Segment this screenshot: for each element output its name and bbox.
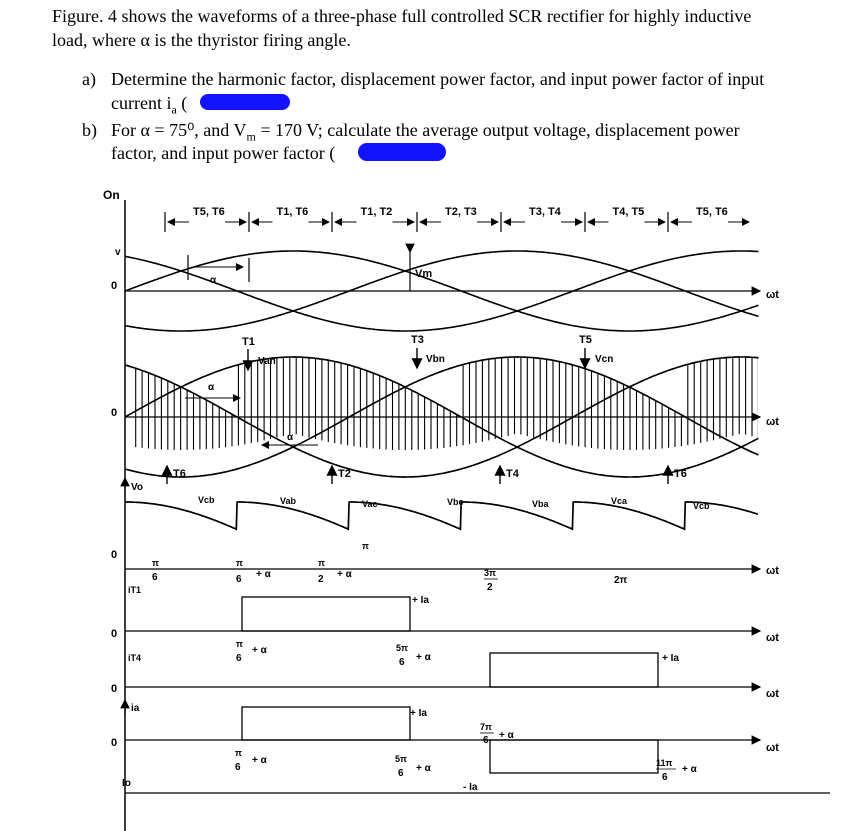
p6-11pi-den: 6 bbox=[662, 772, 668, 783]
p2-vcn: Vcn bbox=[595, 354, 614, 365]
p2-alpha-2: α bbox=[287, 432, 294, 443]
p1-y-label: v bbox=[115, 247, 121, 258]
p2-vbn: Vbn bbox=[426, 354, 445, 365]
p6-plus-a-1: + α bbox=[499, 730, 514, 741]
p1-axis-label: ωt bbox=[766, 289, 779, 301]
p1-vm: Vm bbox=[415, 268, 433, 280]
panel-hatched-phase bbox=[111, 334, 779, 477]
p3-vcb: Vcb bbox=[198, 495, 215, 505]
p6-pulse-negative bbox=[490, 740, 658, 773]
p6-pulse-positive bbox=[242, 707, 410, 740]
p3-vac: Vac bbox=[362, 499, 378, 509]
p6-5pi-num: 5π bbox=[395, 754, 407, 764]
p3-axis-label: ωt bbox=[766, 565, 779, 577]
p3-vba: Vba bbox=[532, 499, 549, 509]
part-a-label: a) bbox=[82, 69, 96, 89]
p3-3pi-den: 2 bbox=[487, 582, 493, 593]
p4-pulse bbox=[242, 597, 410, 631]
panel-phase-voltages bbox=[111, 247, 779, 331]
part-b-alpha-text: For α = 75⁰, and V bbox=[111, 120, 247, 140]
p3-vbc: Vbc bbox=[447, 497, 464, 507]
p3-plus-a-1: + α bbox=[256, 569, 271, 580]
interval-label: T5, T6 bbox=[193, 206, 225, 218]
part-a-subscript: a bbox=[171, 102, 177, 117]
p6-7pi-num: 7π bbox=[480, 722, 492, 732]
p3-pi-top: π bbox=[362, 541, 369, 551]
p3-t6b: T6 bbox=[674, 468, 687, 480]
p3-t6a: T6 bbox=[173, 468, 186, 480]
intro-line-2: load, where α is the thyristor firing angle. bbox=[52, 30, 351, 50]
panel-it1 bbox=[111, 585, 779, 668]
p3-vo: Vo bbox=[131, 482, 144, 493]
interval-label: T1, T6 bbox=[276, 206, 309, 218]
p4-plus-a-2: + α bbox=[416, 652, 431, 663]
p3-pi6-den: 6 bbox=[152, 572, 158, 583]
p3-pi6a-den: 6 bbox=[236, 574, 242, 585]
p3-vca: Vca bbox=[611, 496, 628, 506]
p4-5pi-num: 5π bbox=[396, 643, 408, 653]
p3-3pi-num: 3π bbox=[484, 568, 496, 578]
interval-label: T3, T4 bbox=[529, 206, 561, 218]
p3-plus-a-2: + α bbox=[337, 569, 352, 580]
p5-zero: 0 bbox=[111, 683, 118, 695]
p4-5pi-den: 6 bbox=[399, 657, 405, 668]
p6-11pi-num: 11π bbox=[656, 758, 673, 768]
intro-line-1: Figure. 4 shows the waveforms of a three-phase full controlled SCR rectifier for highly inductive bbox=[52, 6, 752, 26]
p5-y-label: iT4 bbox=[128, 653, 142, 663]
interval-label: T1, T2 bbox=[360, 206, 393, 218]
part-a-paren: ( bbox=[181, 93, 188, 113]
p2-van: Van bbox=[258, 356, 276, 367]
p6-axis-label: ωt bbox=[766, 742, 779, 754]
p4-zero: 0 bbox=[111, 628, 118, 640]
part-a-line-1: Determine the harmonic factor, displacement power factor, and input power factor of input bbox=[111, 69, 765, 89]
p2-axis-label: ωt bbox=[766, 416, 779, 428]
panel-it4 bbox=[111, 653, 779, 700]
p4-plus-ia: + Ia bbox=[412, 595, 429, 606]
p2-alpha-1: α bbox=[208, 382, 215, 393]
p4-plus-a-1: + α bbox=[252, 645, 267, 656]
panel-output-voltage bbox=[111, 466, 779, 593]
part-b-line-2: factor, and input power factor ( bbox=[111, 143, 336, 163]
p3-vcb-2: Vcb bbox=[693, 501, 710, 511]
panel-ia bbox=[111, 700, 779, 793]
p6-y-label: ia bbox=[131, 703, 140, 714]
p1-zero: 0 bbox=[111, 280, 118, 292]
part-b-rest: = 170 V; calculate the average output voltage, displacement power bbox=[255, 120, 740, 140]
p6-5pi-den: 6 bbox=[398, 768, 404, 779]
p3-output-waveform bbox=[125, 502, 758, 529]
p3-pi2-num: π bbox=[318, 558, 325, 568]
p3-vab: Vab bbox=[280, 496, 297, 506]
p6-plus-a-3: + α bbox=[416, 763, 431, 774]
p3-pi2-den: 2 bbox=[318, 574, 324, 585]
part-b-label: b) bbox=[82, 120, 97, 140]
p4-pi6-den: 6 bbox=[236, 653, 242, 664]
p3-2pi: 2π bbox=[614, 575, 628, 586]
p6-plus-a-4: + α bbox=[682, 764, 697, 775]
p2-t3: T3 bbox=[411, 334, 424, 346]
part-a-current-text: current i bbox=[111, 93, 172, 113]
p3-pi6-num: π bbox=[152, 558, 159, 568]
p4-y-label: iT1 bbox=[128, 585, 142, 595]
io-label: Io bbox=[122, 778, 131, 789]
p6-plus-ia: + Ia bbox=[410, 708, 427, 719]
p4-pi6-num: π bbox=[236, 639, 243, 649]
top-label-on: On bbox=[103, 188, 120, 202]
conduction-intervals bbox=[165, 206, 749, 232]
p6-minus-ia: - Ia bbox=[463, 782, 478, 793]
p2-t5: T5 bbox=[579, 334, 592, 346]
p6-plus-a-2: + α bbox=[252, 755, 267, 766]
p6-pi6-den: 6 bbox=[235, 762, 241, 773]
p5-axis-label: ωt bbox=[766, 688, 779, 700]
interval-label: T2, T3 bbox=[445, 206, 477, 218]
p3-t2: T2 bbox=[338, 468, 351, 480]
p6-pi6-num: π bbox=[235, 748, 242, 758]
p3-pi6a-num: π bbox=[236, 558, 243, 568]
interval-label: T4, T5 bbox=[612, 206, 645, 218]
p4-axis-label: ωt bbox=[766, 632, 779, 644]
p3-t4: T4 bbox=[506, 468, 519, 480]
p5-plus-ia: + Ia bbox=[662, 653, 679, 664]
interval-label: T5, T6 bbox=[696, 206, 728, 218]
p2-zero: 0 bbox=[111, 407, 118, 419]
p2-t1: T1 bbox=[242, 336, 255, 348]
p6-zero: 0 bbox=[111, 737, 118, 749]
p1-alpha: α bbox=[210, 275, 217, 286]
p5-pulse bbox=[490, 653, 658, 687]
p3-zero: 0 bbox=[111, 549, 118, 561]
p6-7pi-den: 6 bbox=[483, 735, 489, 746]
part-b-subscript: m bbox=[246, 129, 256, 144]
